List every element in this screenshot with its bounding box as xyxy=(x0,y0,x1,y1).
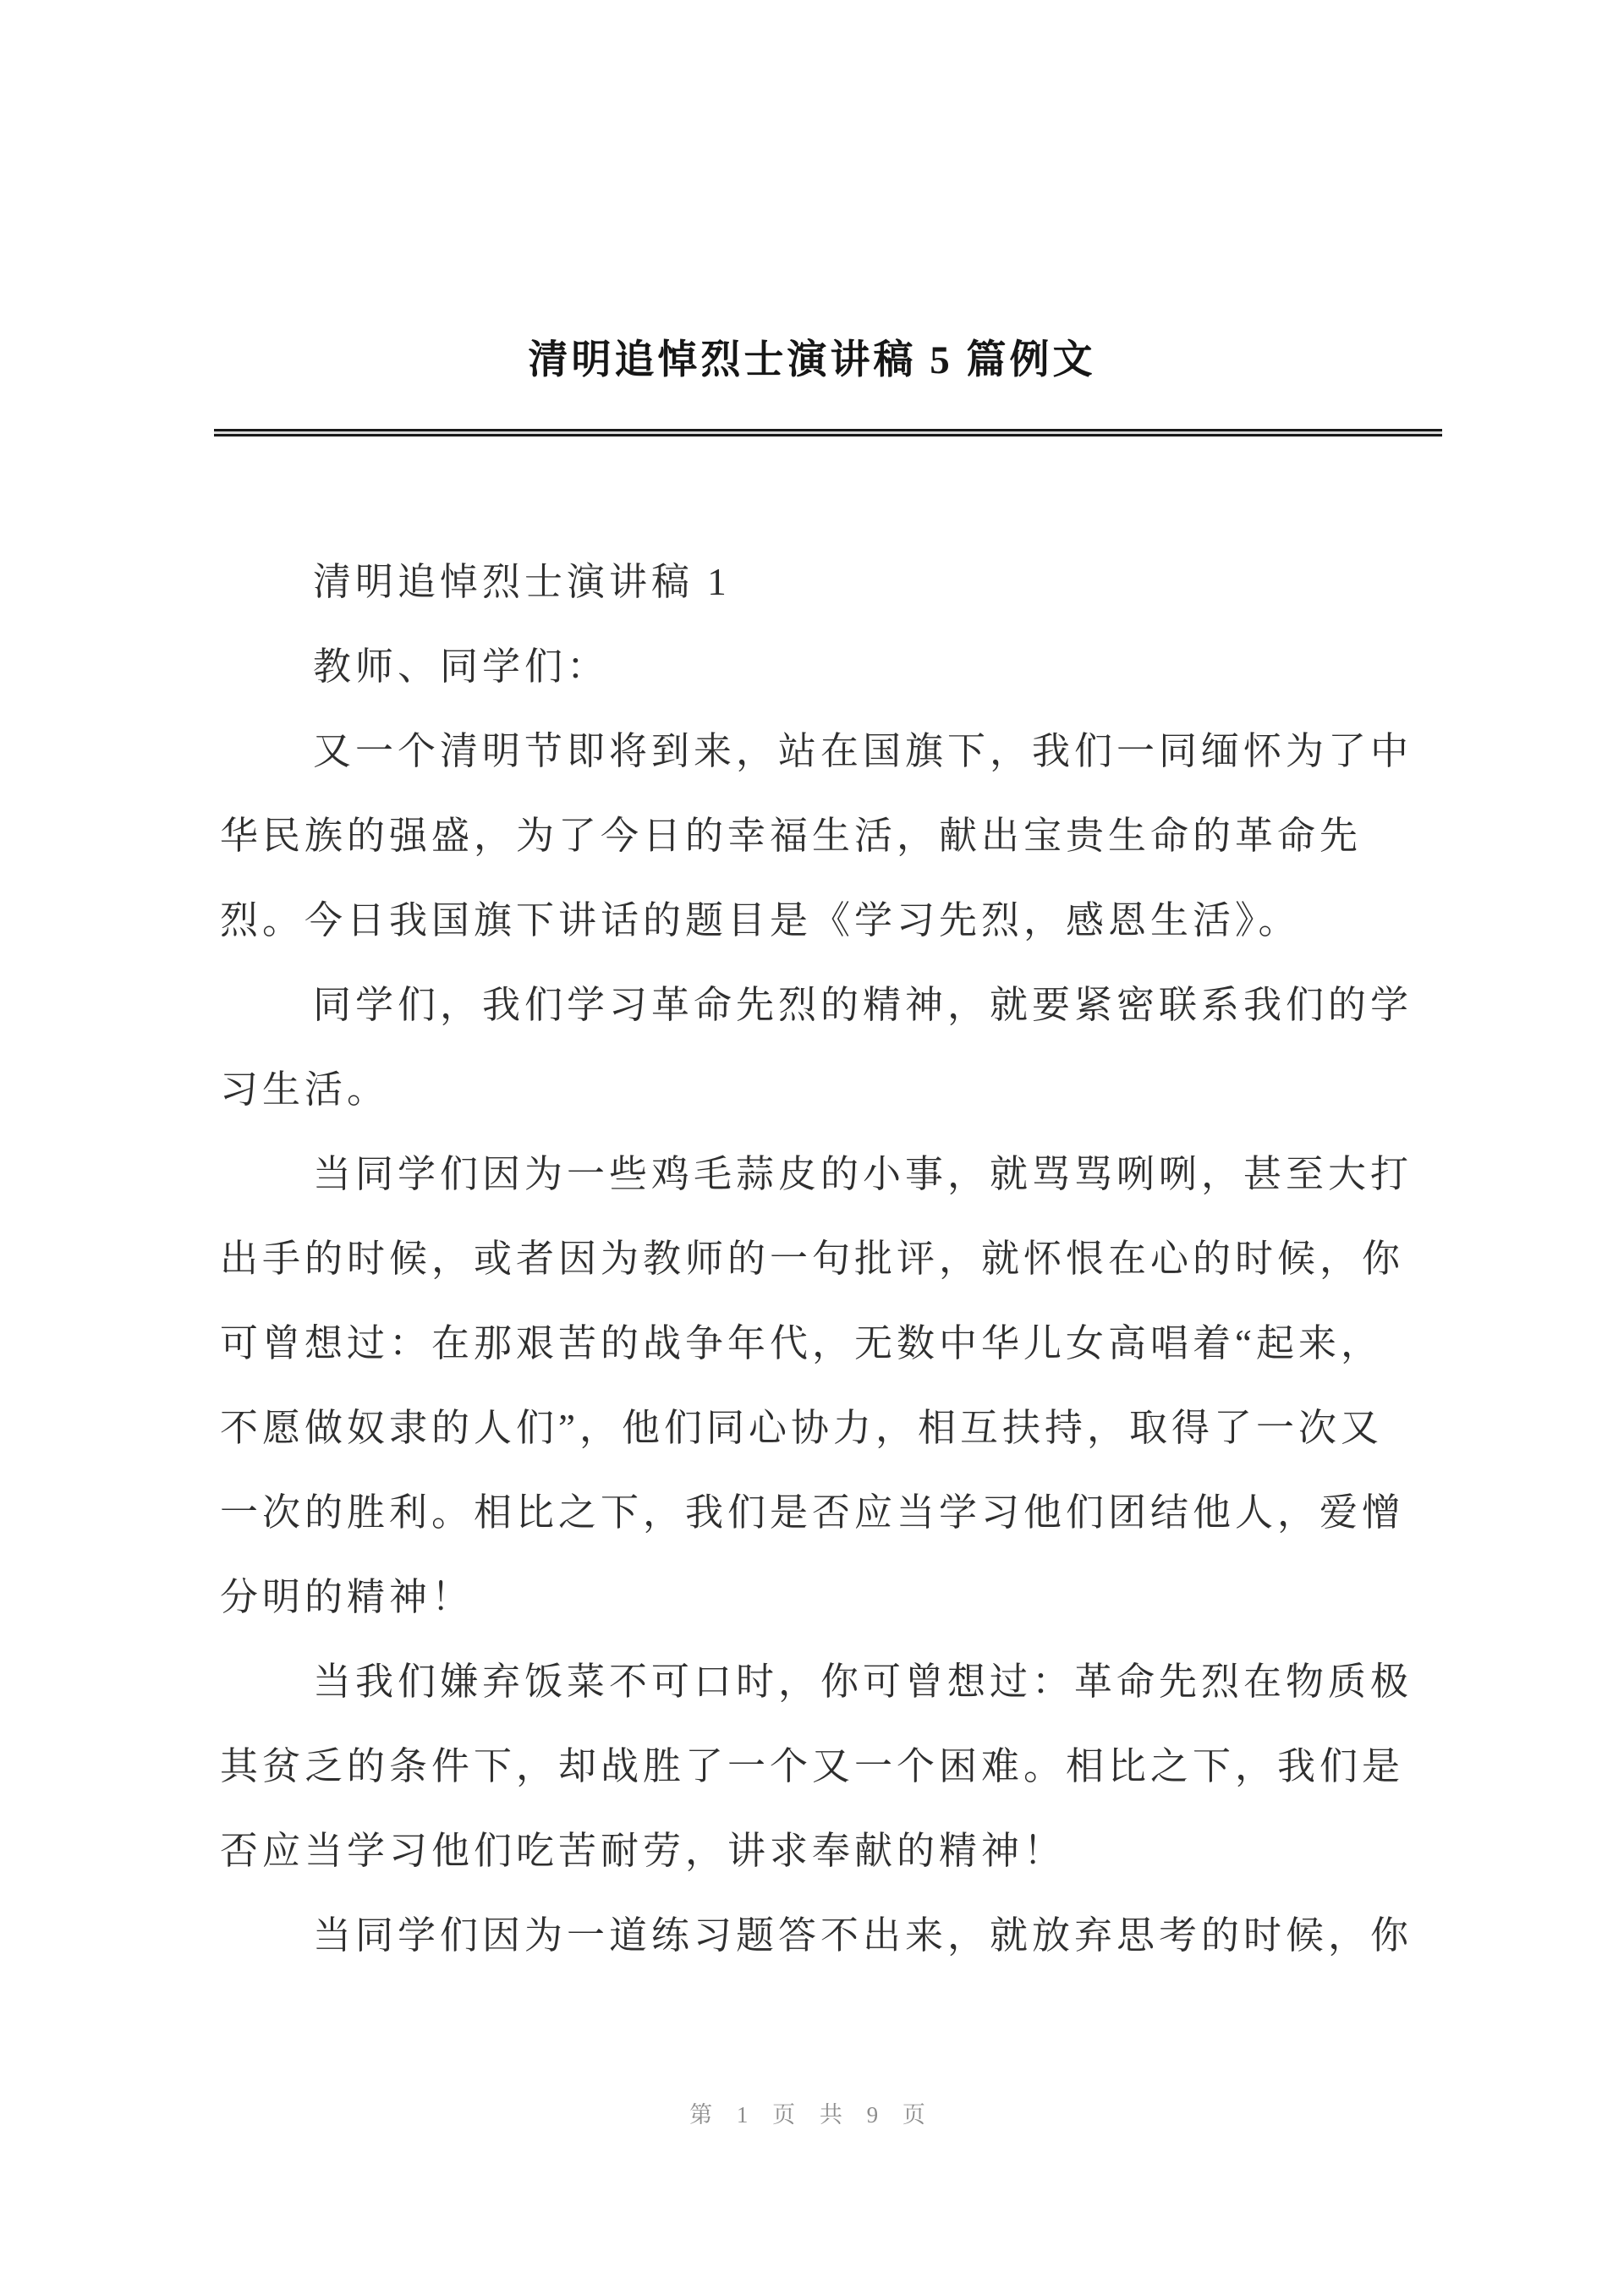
text-line: 出手的时候，或者因为教师的一句批评，就怀恨在心的时候，你 xyxy=(220,1238,1405,1280)
text-line: 当我们嫌弃饭菜不可口时，你可曾想过：革命先烈在物质极 xyxy=(313,1661,1413,1703)
page-footer: 第 1 页 共 9 页 xyxy=(689,2102,935,2128)
title-divider-rule xyxy=(214,429,1442,436)
text-line: 否应当学习他们吃苦耐劳，讲求奉献的精神！ xyxy=(220,1830,1067,1872)
text-line: 同学们，我们学习革命先烈的精神，就要紧密联系我们的学 xyxy=(313,984,1413,1026)
text-line: 习生活。 xyxy=(220,1068,390,1111)
document-body xyxy=(220,540,1455,1978)
text-line: 不愿做奴隶的人们”，他们同心协力，相互扶持，取得了一次又 xyxy=(220,1407,1383,1449)
text-line: 华民族的强盛，为了今日的幸福生活，献出宝贵生命的革命先 xyxy=(220,815,1363,857)
text-line: 又一个清明节即将到来，站在国旗下，我们一同缅怀为了中 xyxy=(313,730,1413,772)
text-line: 分明的精神！ xyxy=(220,1576,475,1618)
text-line: 其贫乏的条件下，却战胜了一个又一个困难。相比之下，我们是 xyxy=(220,1745,1405,1787)
text-line: 烈。今日我国旗下讲话的题目是《学习先烈，感恩生活》。 xyxy=(220,899,1301,942)
text-line: 清明追悼烈士演讲稿 1 xyxy=(313,561,731,603)
text-line: 可曾想过：在那艰苦的战争年代，无数中华儿女高唱着“起来， xyxy=(220,1322,1383,1364)
text-line: 当同学们因为一些鸡毛蒜皮的小事，就骂骂咧咧，甚至大打 xyxy=(313,1153,1413,1195)
text-line: 教师、同学们： xyxy=(313,645,610,688)
document-title: 清明追悼烈士演讲稿 5 篇例文 xyxy=(528,338,1096,382)
text-line: 一次的胜利。相比之下，我们是否应当学习他们团结他人，爱憎 xyxy=(220,1491,1405,1534)
text-line: 当同学们因为一道练习题答不出来，就放弃思考的时候，你 xyxy=(313,1914,1413,1957)
